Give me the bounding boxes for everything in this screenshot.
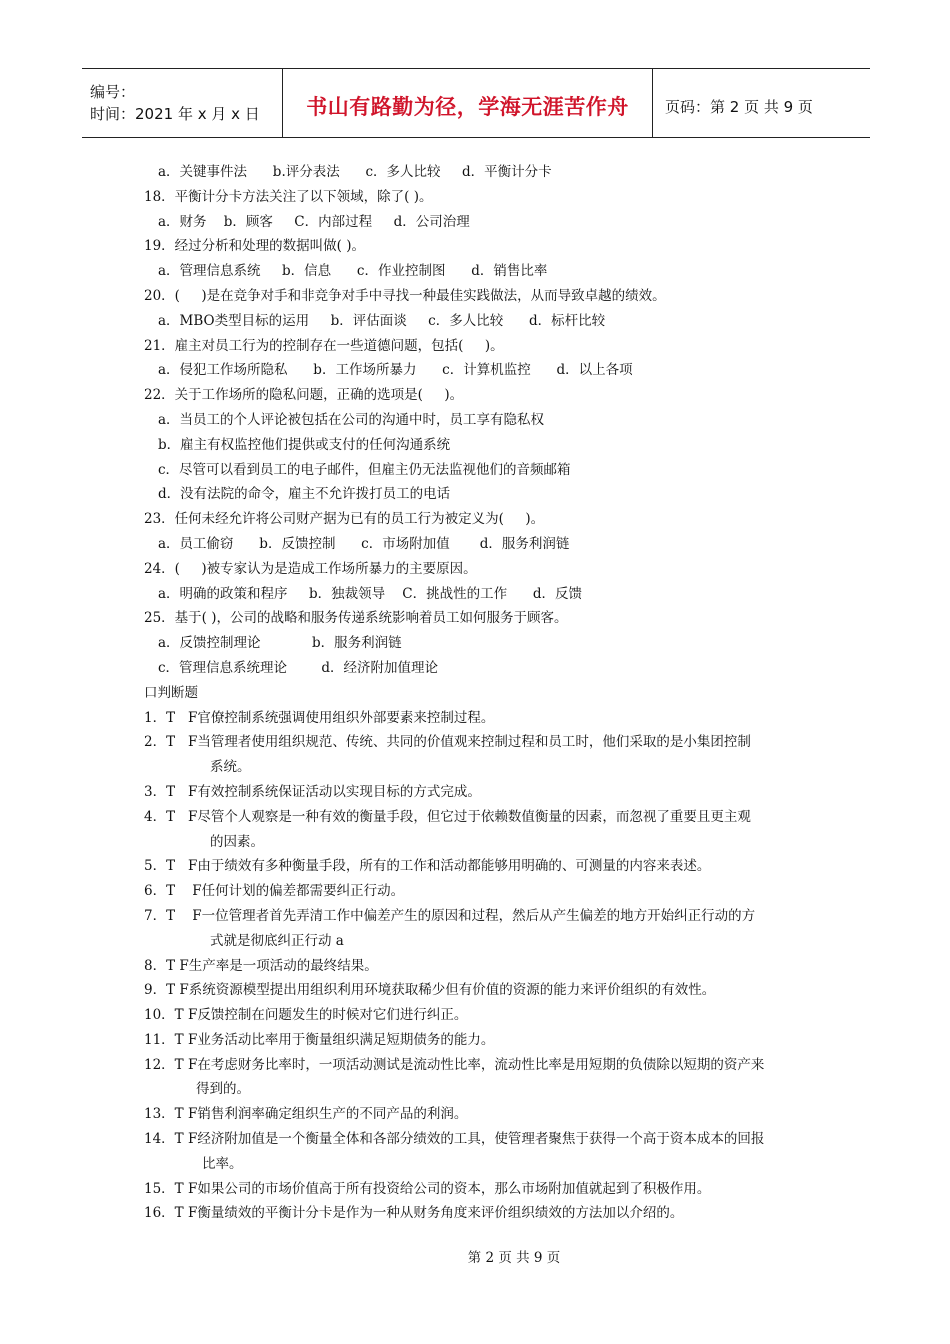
header-time-label: 时间：2021 年 x 月 x 日 [90,105,260,123]
header-page-cell [653,69,870,137]
question-line: 20．( )是在竞争对手和非竞争对手中寻找一种最佳实践做法，从而导致卓越的绩效。 [144,287,666,304]
option-line: a．管理信息系统 b．信息 c．作业控制图 d．销售比率 [158,263,548,280]
tf-item: 11．T F业务活动比率用于衡量组织满足短期债务的能力。 [144,1031,495,1048]
option-line: a．关键事件法 b.评分表法 c．多人比较 d．平衡计分卡 [158,164,552,180]
question-line: 22．关于工作场所的隐私问题，正确的选项是( )。 [144,387,464,404]
document-body [144,160,814,1226]
tf-item-continuation: 比率。 [202,1155,243,1172]
tf-item: 16．T F衡量绩效的平衡计分卡是作为一种从财务角度来评价组织绩效的方法加以介绍的。 [144,1205,684,1222]
header-number-label: 编号： [90,83,136,101]
header-page-label: 页码：第 2 页 共 9 页 [665,97,813,116]
question-line: 25．基于( )，公司的战略和服务传递系统影响着员工如何服务于顾客。 [144,610,568,627]
tf-item: 8．T F生产率是一项活动的最终结果。 [144,957,378,974]
tf-item: 5．T F由于绩效有多种衡量手段，所有的工作和活动都能够用明确的、可测量的内容来表述。 [144,858,711,875]
page-header [82,68,870,138]
section-heading: 口判断题 [144,684,198,701]
tf-item: 1．T F官僚控制系统强调使用组织外部要素来控制过程。 [144,709,495,726]
tf-item: 7．T F一位管理者首先弄清工作中偏差产生的原因和过程，然后从产生偏差的地方开始纠正行动的方 [144,907,756,924]
option-line: a．员工偷窃 b．反馈控制 c．市场附加值 d．服务利润链 [158,535,570,552]
option-line: a．明确的政策和程序 b．独裁领导 C．挑战性的工作 d．反馈 [158,585,583,602]
tf-item: 10．T F反馈控制在问题发生的时候对它们进行纠正。 [144,1007,468,1024]
header-motto: 书山有路勤为径，学海无涯苦作舟 [306,95,629,119]
tf-item-continuation: 得到的。 [196,1081,250,1098]
question-line: 19．经过分析和处理的数据叫做( )。 [144,238,366,255]
tf-item-continuation: 系统。 [210,759,251,776]
page-footer: 第 2 页 共 9 页 [467,1250,561,1266]
header-left-cell [82,69,283,137]
tf-item: 14．T F经济附加值是一个衡量全体和各部分绩效的工具，使管理者聚焦于获得一个高于资本成本的回报 [144,1131,765,1148]
option-line: a．财务 b．顾客 C．内部过程 d．公司治理 [158,213,470,230]
tf-item-continuation: 式就是彻底纠正行动 a [210,932,344,949]
option-line: a．当员工的个人评论被包括在公司的沟通中时，员工享有隐私权 [158,411,545,428]
header-motto-cell [283,69,653,137]
option-line: c．管理信息系统理论 d．经济附加值理论 [158,659,439,676]
tf-item: 4．T F尽管个人观察是一种有效的衡量手段，但它过于依赖数值衡量的因素，而忽视了重要且更主观 [144,808,751,825]
tf-item: 6．T F任何计划的偏差都需要纠正行动。 [144,883,405,900]
tf-item: 2．T F当管理者使用组织规范、传统、共同的价值观来控制过程和员工时，他们采取的是小集团控制 [144,734,751,751]
option-line: c．尽管可以看到员工的电子邮件，但雇主仍无法监视他们的音频邮箱 [158,461,571,478]
option-line: a．反馈控制理论 b．服务利润链 [158,635,402,652]
question-line: 23．任何未经允许将公司财产据为已有的员工行为被定义为( )。 [144,511,545,528]
tf-item: 3．T F有效控制系统保证活动以实现目标的方式完成。 [144,783,481,800]
option-line: a．MBO类型目标的运用 b．评估面谈 c．多人比较 d．标杆比较 [158,312,606,329]
question-line: 24．( )被专家认为是造成工作场所暴力的主要原因。 [144,560,477,577]
question-line: 21．雇主对员工行为的控制存在一些道德问题，包括( )。 [144,337,504,354]
tf-item: 15．T F如果公司的市场价值高于所有投资给公司的资本，那么市场附加值就起到了积极作用。 [144,1180,711,1197]
question-line: 18．平衡计分卡方法关注了以下领域，除了( )。 [144,188,433,205]
tf-item: 9．T F系统资源模型提出用组织利用环境获取稀少但有价值的资源的能力来评价组织的有效性。 [144,982,716,999]
option-line: a．侵犯工作场所隐私 b．工作场所暴力 c．计算机监控 d．以上各项 [158,362,633,379]
tf-item: 12．T F在考虑财务比率时，一项活动测试是流动性比率，流动性比率是用短期的负债除以短期的资产来 [144,1056,765,1073]
tf-item: 13．T F销售利润率确定组织生产的不同产品的利润。 [144,1106,468,1123]
option-line: d．没有法院的命令，雇主不允许拨打员工的电话 [158,486,451,503]
option-line: b．雇主有权监控他们提供或支付的任何沟通系统 [158,436,451,453]
tf-item-continuation: 的因素。 [210,833,264,850]
